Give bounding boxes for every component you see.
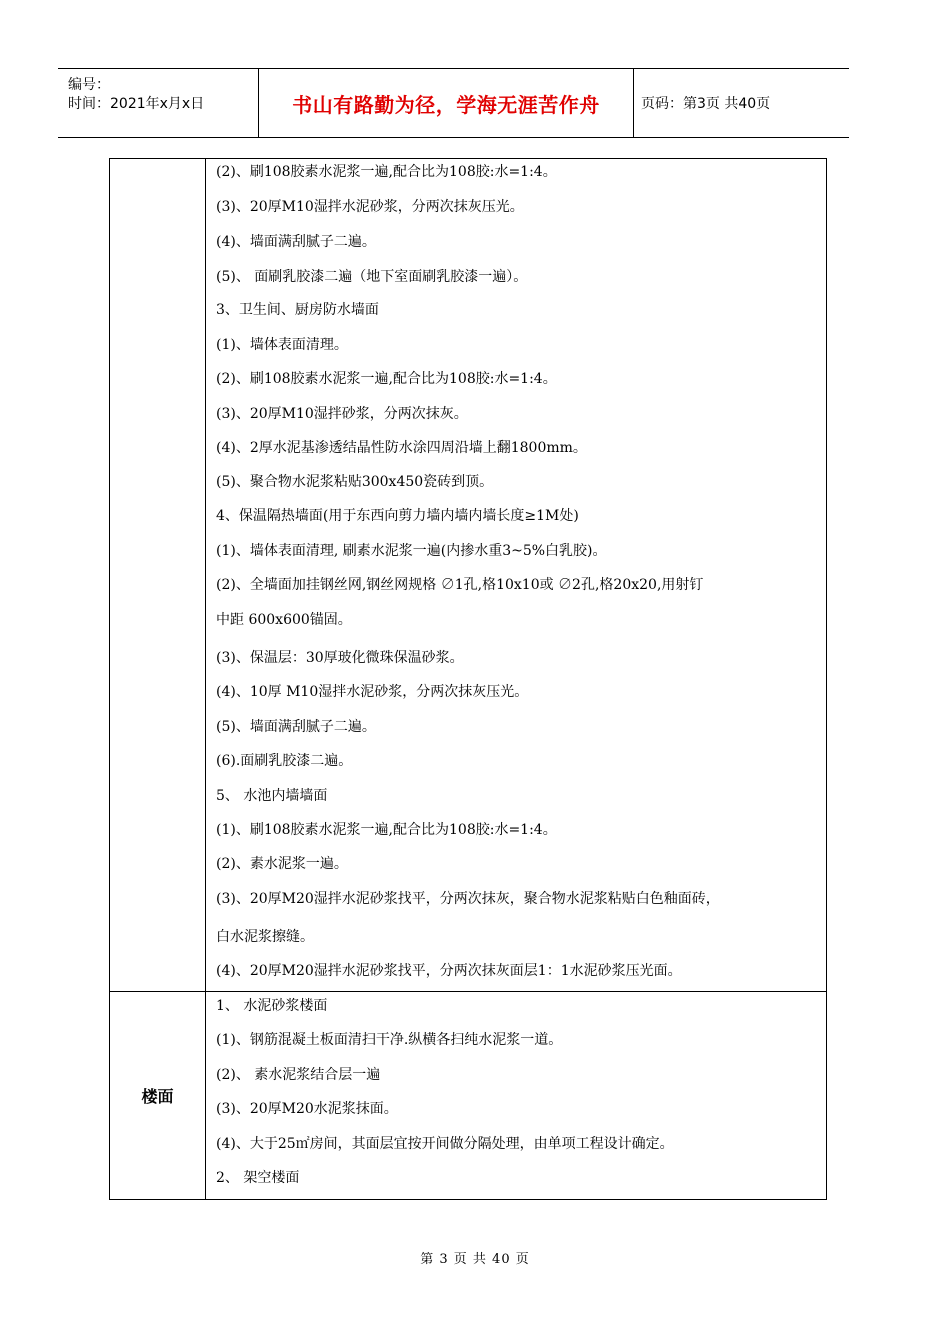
content-line: (1)、墙体表面清理。: [216, 337, 348, 353]
content-line: (4)、20厚M20湿拌水泥砂浆找平，分两次抹灰面层1：1水泥砂浆压光面。: [216, 963, 682, 979]
content-line: (1)、钢筋混凝土板面清扫干净.纵横各扫纯水泥浆一道。: [216, 1032, 563, 1048]
content-line: (4)、10厚 M10湿拌水泥砂浆，分两次抹灰压光。: [216, 684, 529, 700]
content-line: (3)、20厚M10湿拌砂浆，分两次抹灰。: [216, 406, 468, 422]
content-line: 2、 架空楼面: [216, 1170, 300, 1186]
row-label-cell: [110, 159, 206, 992]
table-row-walls: [109, 158, 827, 992]
header-divider: [633, 69, 634, 137]
content-line: (5)、 面刷乳胶漆二遍（地下室面刷乳胶漆一遍）。: [216, 269, 528, 285]
content-line: (3)、20厚M10湿拌水泥砂浆，分两次抹灰压光。: [216, 199, 524, 215]
content-line: (5)、聚合物水泥浆粘贴300x450瓷砖到顶。: [216, 474, 494, 490]
content-line: (2)、刷108胶素水泥浆一遍,配合比为108胶:水=1:4。: [216, 164, 557, 180]
content-line: (3)、保温层：30厚玻化微珠保温砂浆。: [216, 650, 464, 666]
content-line: (1)、刷108胶素水泥浆一遍,配合比为108胶:水=1:4。: [216, 822, 557, 838]
row-label-floor: 楼面: [141, 1087, 174, 1106]
content-line: 3、卫生间、厨房防水墙面: [216, 302, 379, 318]
row-label-cell: [110, 992, 206, 1199]
content-line: (3)、20厚M20水泥浆抹面。: [216, 1101, 398, 1117]
content-line: (4)、墙面满刮腻子二遍。: [216, 234, 376, 250]
content-line: (5)、墙面满刮腻子二遍。: [216, 719, 376, 735]
content-line: 白水泥浆擦缝。: [216, 929, 314, 945]
row-label: [110, 159, 205, 992]
date-label: 时间：2021年x月x日: [68, 96, 205, 112]
content-line: (6).面刷乳胶漆二遍。: [216, 753, 353, 769]
page-footer: 第 3 页 共 40 页: [420, 1252, 530, 1267]
content-line: 5、 水池内墙墙面: [216, 788, 328, 804]
page-header: [58, 68, 849, 138]
content-line: (2)、刷108胶素水泥浆一遍,配合比为108胶:水=1:4。: [216, 371, 557, 387]
header-page-number: 页码：第3页 共40页: [641, 96, 771, 112]
content-line: (2)、全墙面加挂钢丝网,钢丝网规格 ∅1孔,格10x10或 ∅2孔,格20x20,用射钉: [216, 577, 704, 593]
table-row-floor: [109, 991, 827, 1200]
content-line: 1、 水泥砂浆楼面: [216, 998, 328, 1014]
motto: 书山有路勤为径，学海无涯苦作舟: [292, 92, 600, 117]
content-line: (2)、素水泥浆一遍。: [216, 856, 348, 872]
content-line: (4)、2厚水泥基渗透结晶性防水涂四周沿墙上翻1800mm。: [216, 440, 587, 456]
number-label: 编号：: [68, 77, 110, 93]
content-line: 4、保温隔热墙面(用于东西向剪力墙内墙内墙长度≥1M处): [216, 508, 579, 524]
content-line: (2)、 素水泥浆结合层一遍: [216, 1067, 381, 1083]
content-line: 中距 600x600锚固。: [216, 612, 352, 628]
content-line: (3)、20厚M20湿拌水泥砂浆找平，分两次抹灰，聚合物水泥浆粘贴白色釉面砖，: [216, 891, 720, 907]
content-line: (1)、墙体表面清理, 刷素水泥浆一遍(内掺水重3~5%白乳胶)。: [216, 543, 607, 559]
content-line: (4)、大于25㎡房间，其面层宜按开间做分隔处理，由单项工程设计确定。: [216, 1136, 674, 1152]
